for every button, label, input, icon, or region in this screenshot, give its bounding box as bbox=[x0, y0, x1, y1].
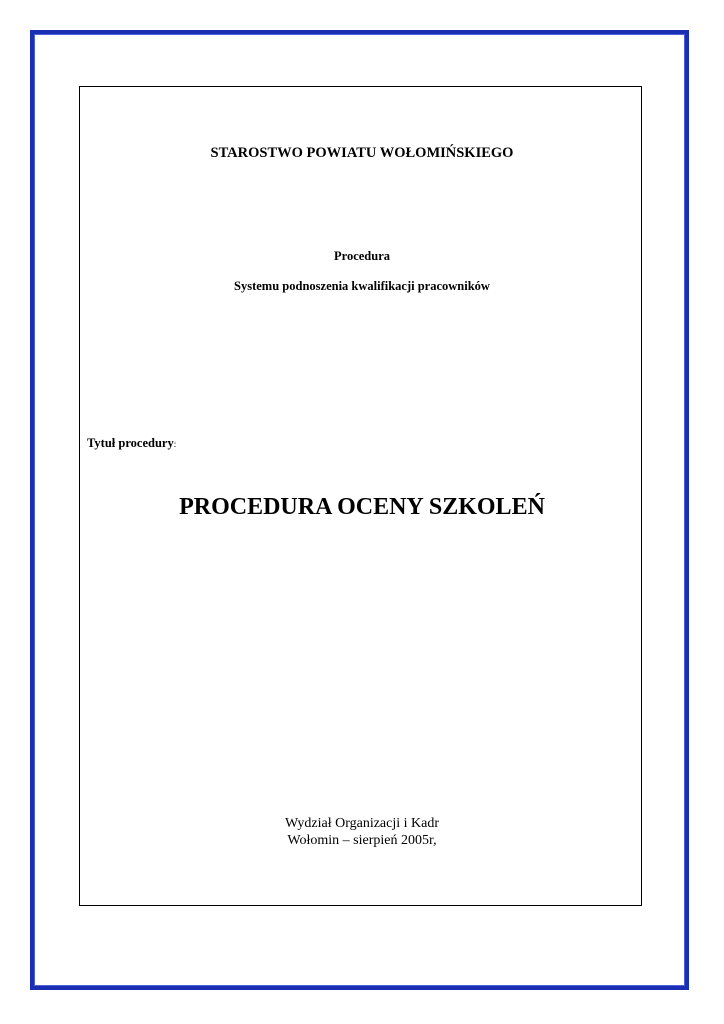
document-system: Systemu podnoszenia kwalifikacji pracowników bbox=[234, 279, 490, 293]
procedure-title-label-colon: : bbox=[173, 439, 177, 449]
procedure-title-label bbox=[87, 436, 176, 451]
place-and-date: Wołomin – sierpień 2005r, bbox=[287, 833, 437, 848]
procedure-title-label-text: Tytuł procedury bbox=[87, 436, 174, 450]
document-type: Procedura bbox=[333, 249, 390, 263]
department-name: Wydział Organizacji i Kadr bbox=[285, 816, 439, 831]
institution-name: STAROSTWO POWIATU WOŁOMIŃSKIEGO bbox=[210, 145, 514, 161]
procedure-title: PROCEDURA OCENY SZKOLEŃ bbox=[179, 494, 545, 520]
